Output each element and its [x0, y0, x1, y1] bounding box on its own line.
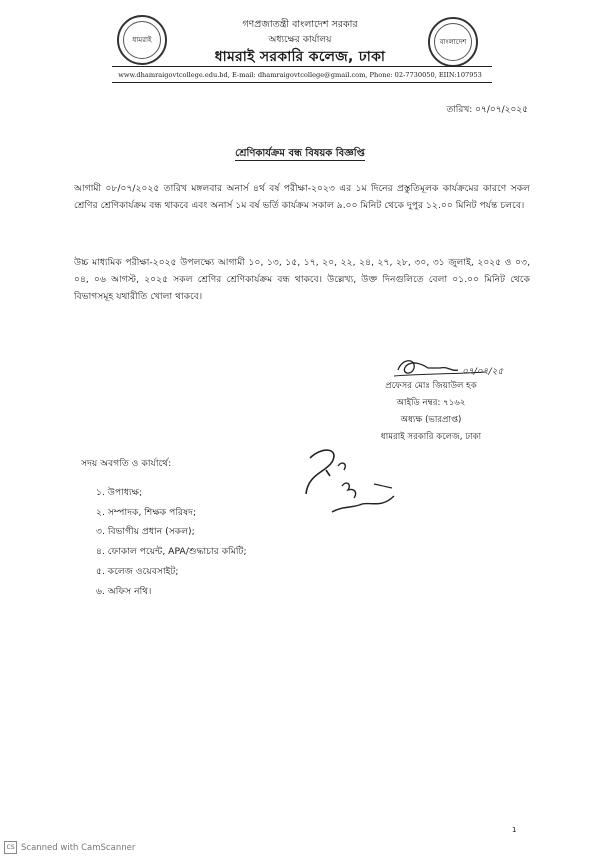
list-item: ৪. ফোকাল পয়েন্ট, APA/শুদ্ধাচার কমিটি; — [96, 546, 247, 558]
list-item: ৩. বিভাগীয় প্রধান (সকল); — [96, 526, 195, 538]
page-number: 1 — [512, 826, 517, 834]
cc-list — [96, 483, 247, 601]
header-divider-bottom — [112, 82, 492, 83]
signature-date: ০৭/০৭/২৫ — [462, 367, 504, 377]
scanner-watermark-bar — [0, 839, 600, 856]
list-item: ১. উপাধ্যক্ষ; — [96, 487, 143, 498]
body-paragraph-1: আগামী ০৮/০৭/২০২৫ তারিখ মঙ্গলবার অনার্স ৪র্থ বর্ষ পরীক্ষা-২০২৩ এর ১ম দিনের প্রস্তুতিমূলক কার্যক্রমের কারণে সকল শ্রেণির শ্রেণিকার্যক্রম বন্ধ থাকবে এবং অনার্স ১ম বর্ষ ভর্তি কার্যক্রম সকাল ৯.০০ মিনিট থেকে দুপুর ১২.০০ মিনিট পর্যন্ত চলবে। — [74, 183, 530, 211]
cc-title: সদয় অবগতি ও কার্যার্থে: — [81, 458, 172, 469]
college-seal-label: ধামরাই — [123, 21, 161, 59]
scanner-label: Scanned with CamScanner — [21, 842, 136, 853]
notice-date: তারিখ: ০৭/০৭/২০২৫ — [446, 105, 528, 115]
government-seal-label: বাংলাদেশ — [434, 23, 472, 61]
college-name: ধামরাই সরকারি কলেজ, ঢাকা — [214, 49, 386, 65]
signatory-name: প্রফেসর মোঃ জিয়াউল হক — [385, 381, 477, 391]
camscanner-icon: CS — [4, 841, 17, 854]
notice-subject — [0, 146, 600, 163]
handwritten-initials — [302, 444, 412, 524]
notice-subject-text: শ্রেণিকার্যক্রম বন্ধ বিষয়ক বিজ্ঞপ্তি — [235, 148, 365, 159]
signatory-designation: অধ্যক্ষ (ভারপ্রাপ্ত) — [400, 415, 462, 425]
body-paragraph-2: উচ্চ মাধ্যমিক পরীক্ষা-২০২৫ উপলক্ষ্যে আগামী ১০, ১৩, ১৫, ১৭, ২০, ২২, ২৪, ২৭, ২৮, ৩০, ৩১ জুলাই, ২০২৫ ও ০৩, ০৪, ০৬ আগস্ট, ২০২৫ সকল শ্রেণির শ্রেণিকার্যক্রম বন্ধ থাকবে। উল্লেখ্য, উক্ত দিনগুলিতে বেলা ০১.০০ মিনিট থেকে বিভাগসমূহ যথারীতি খোলা থাকবে। — [74, 257, 530, 302]
contact-line: www.dhamraigovtcollege.edu.bd, E-mail: dhamraigovtcollege@gmail.com, Phone: 02-7730050, EIIN:107953 — [118, 71, 482, 79]
signatory-institution: ধামরাই সরকারি কলেজ, ঢাকা — [380, 432, 482, 442]
list-item: ৬. অফিস নথি। — [96, 585, 152, 597]
government-name: গণপ্রজাতন্ত্রী বাংলাদেশ সরকার — [242, 19, 358, 30]
list-item: ৫. কলেজ ওয়েবসাইট; — [96, 565, 179, 577]
principal-office: অধ্যক্ষের কার্যালয় — [268, 35, 332, 45]
signatory-id: আইডি নম্বর: ৭১৬২ — [396, 398, 466, 408]
signatory-block — [346, 378, 516, 446]
list-item: ২. সম্পাদক, শিক্ষক পরিষদ; — [96, 506, 197, 518]
header-divider-top — [112, 66, 492, 67]
